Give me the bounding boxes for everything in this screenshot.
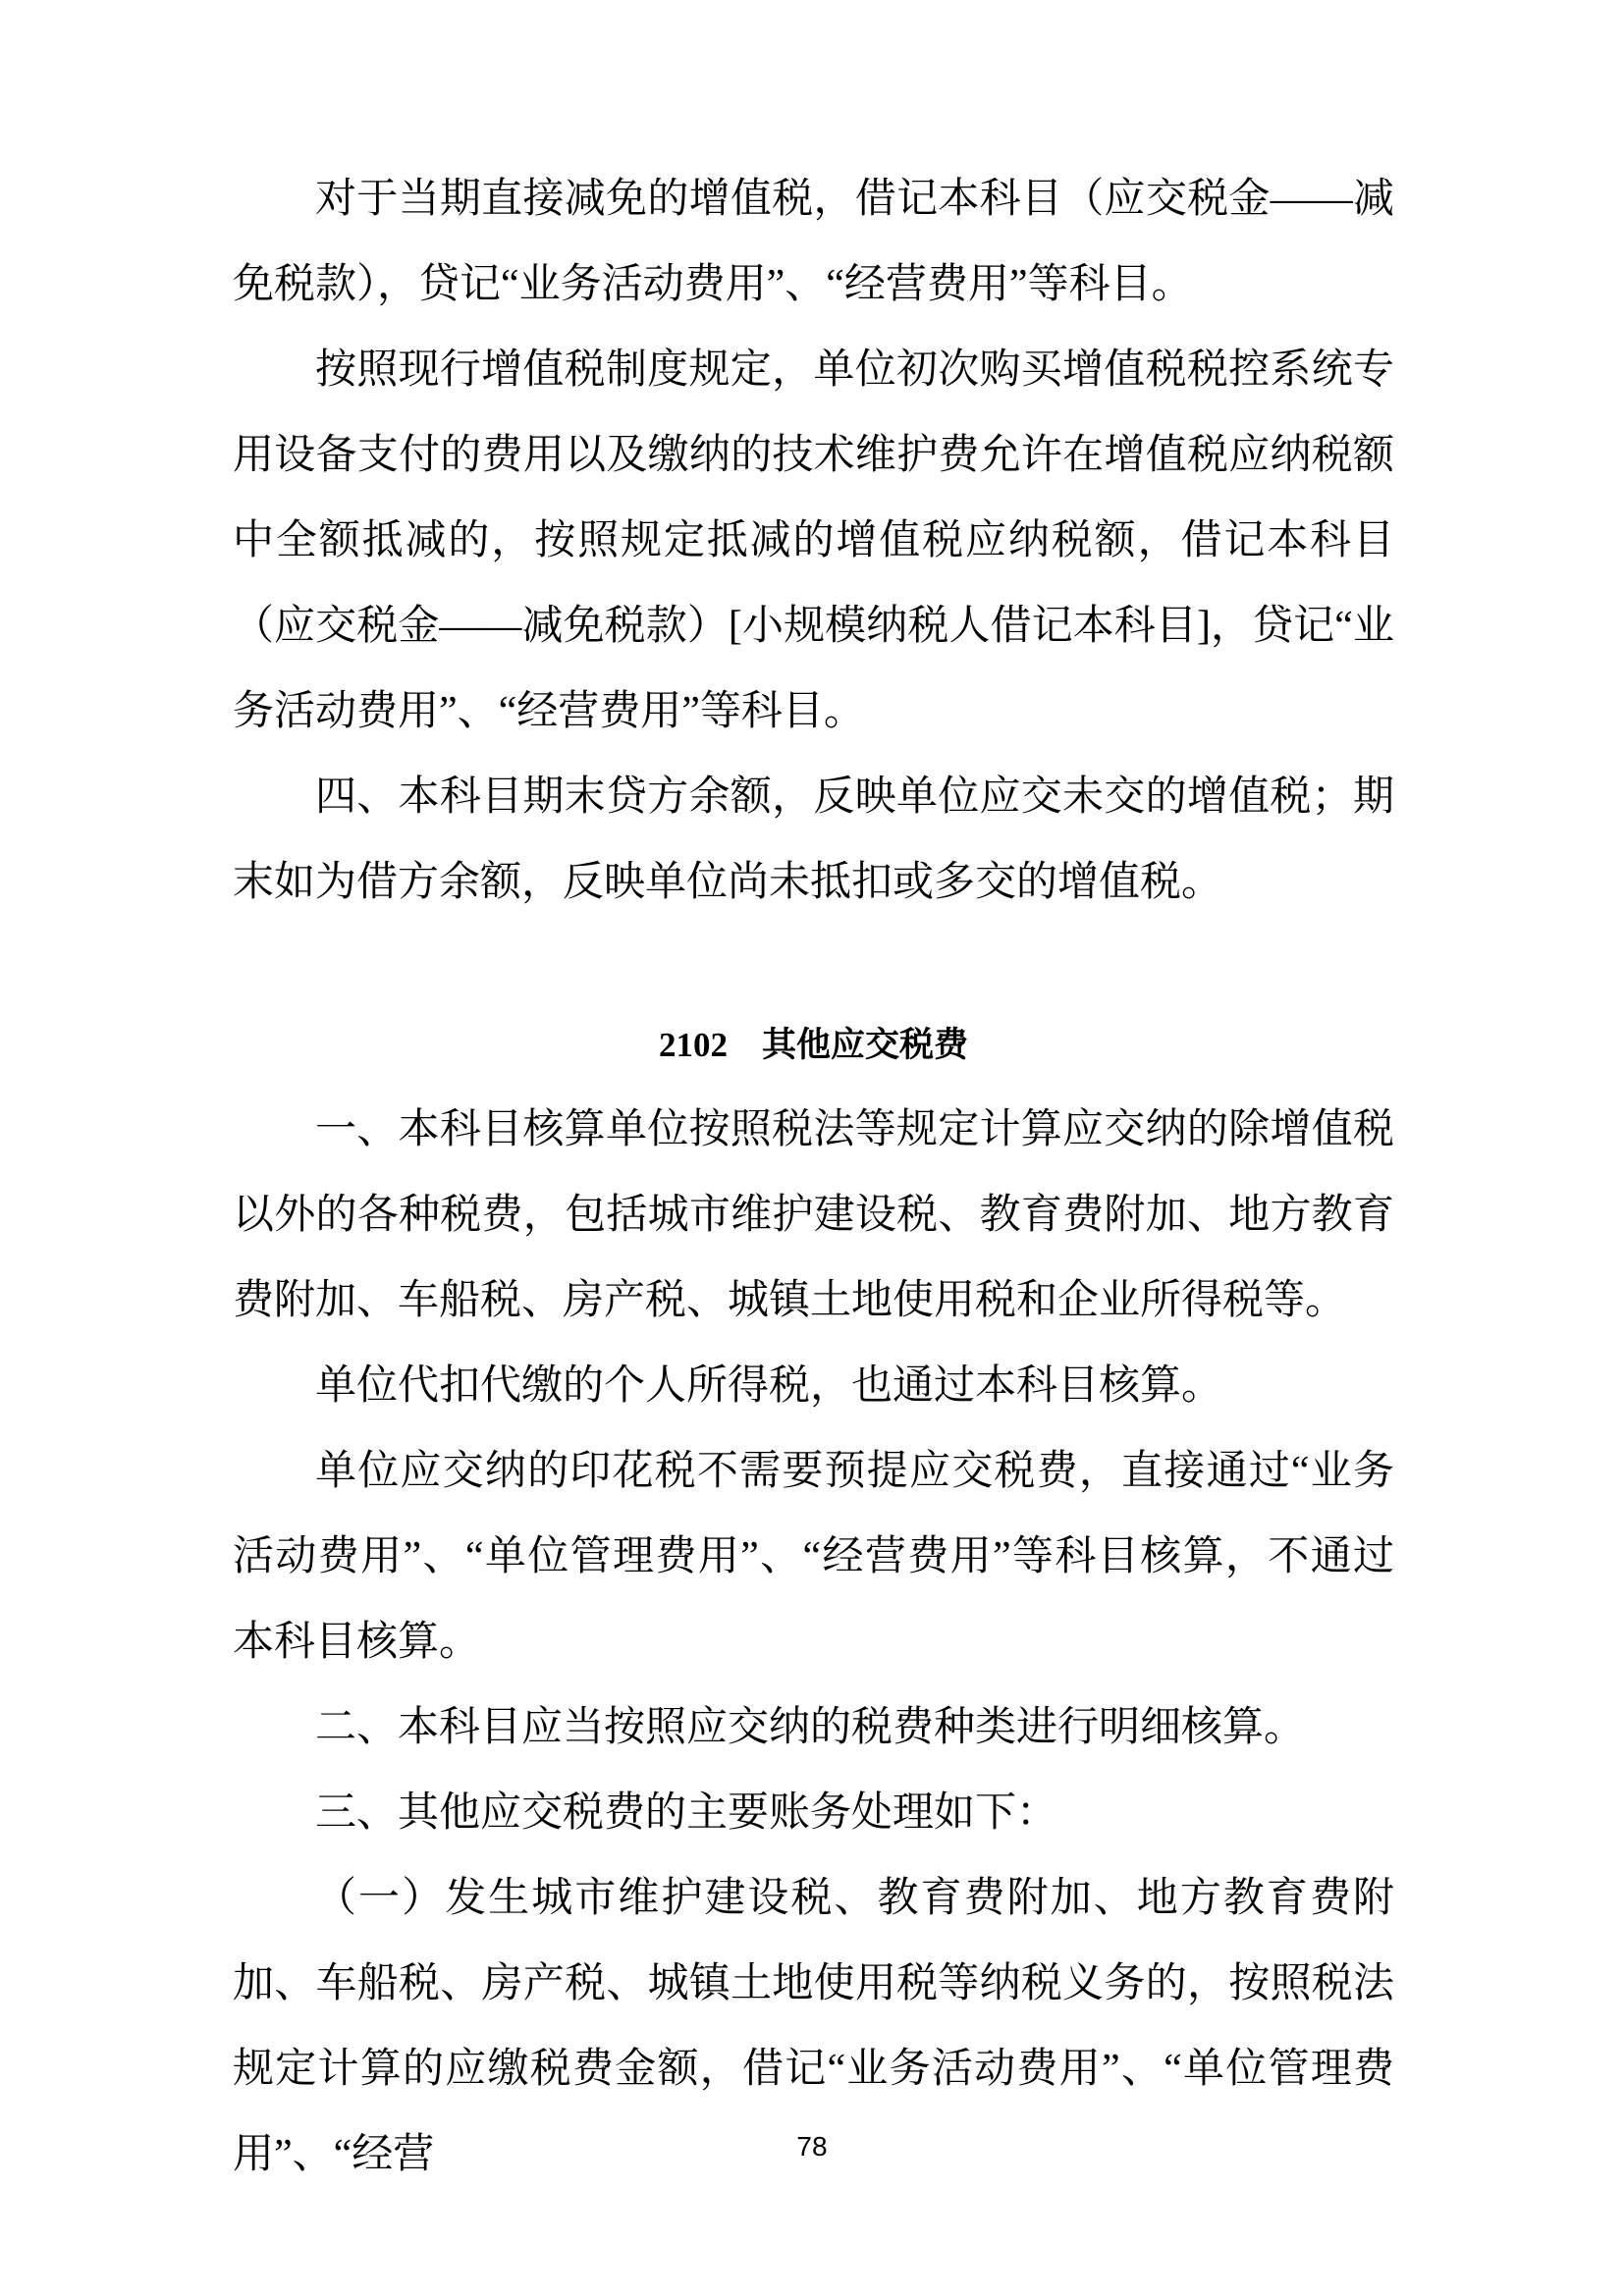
body-paragraph: 三、其他应交税费的主要账务处理如下： (315, 1790, 1058, 1836)
body-paragraph: 二、本科目应当按照应交纳的税费种类进行明细核算。 (315, 1705, 1306, 1750)
page-number: 78 (796, 2131, 828, 2162)
body-paragraph: 单位应交纳的印花税不需要预提应交税费，直接通过“业务活动费用”、“单位管理费用”、“经营费用”等科目核算，不通过本科目核算。 (233, 1449, 1394, 1665)
section-heading: 2102 其他应交税费 (658, 1026, 968, 1064)
body-paragraph: （一）发生城市维护建设税、教育费附加、地方教育费附加、车船税、房产税、城镇土地使用税等纳税义务的，按照税法规定计算的应缴税费金额，借记“业务活动费用”、“单位管理费用”、“经营 (233, 1876, 1394, 2177)
body-paragraph: 一、本科目核算单位按照税法等规定计算应交纳的除增值税以外的各种税费，包括城市维护建设税、教育费附加、地方教育费附加、车船税、房产税、城镇土地使用税和企业所得税等。 (233, 1107, 1394, 1323)
text-block (233, 157, 1394, 2198)
body-paragraph: 对于当期直接减免的增值税，借记本科目（应交税金——减免税款），贷记“业务活动费用”、“经营费用”等科目。 (233, 177, 1394, 307)
body-paragraph: 单位代扣代缴的个人所得税，也通过本科目核算。 (315, 1363, 1223, 1409)
body-paragraph: 四、本科目期末贷方余额，反映单位应交未交的增值税；期末如为借方余额，反映单位尚未抵扣或多交的增值税。 (233, 774, 1394, 905)
body-paragraph: 按照现行增值税制度规定，单位初次购买增值税税控系统专用设备支付的费用以及缴纳的技术维护费允许在增值税应纳税额中全额抵减的，按照规定抵减的增值税应纳税额，借记本科目（应交税金——减免税款）[小规模纳税人借记本科目]，贷记“业务活动费用”、“经营费用”等科目。 (233, 347, 1394, 734)
